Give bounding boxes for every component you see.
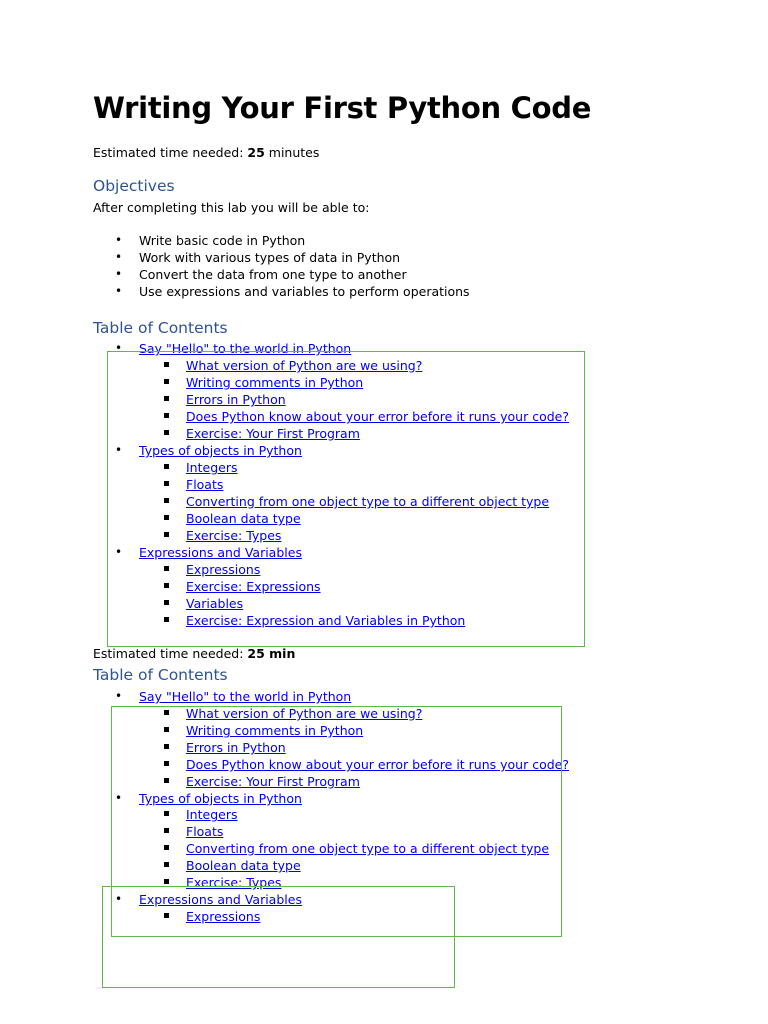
toc-link-section-expressions[interactable]: Expressions and Variables xyxy=(139,545,302,560)
objective-item: Convert the data from one type to another xyxy=(139,267,407,282)
bullet-dot: • xyxy=(115,267,123,281)
objective-item: Write basic code in Python xyxy=(139,233,306,248)
toc-link[interactable]: What version of Python are we using? xyxy=(186,706,423,721)
objectives-intro: After completing this lab you will be able to: xyxy=(93,200,370,215)
bullet-dot: • xyxy=(115,284,123,298)
toc-link[interactable]: Exercise: Expressions xyxy=(186,579,321,594)
toc-link[interactable]: Integers xyxy=(186,460,238,475)
toc-border-box xyxy=(107,351,585,647)
toc-link[interactable]: Exercise: Types xyxy=(186,528,282,543)
bullet-dot: • xyxy=(115,892,123,906)
toc-link[interactable]: Converting from one object type to a different object type xyxy=(186,494,550,509)
toc-link[interactable]: Expressions xyxy=(186,562,261,577)
toc-link[interactable]: Expressions xyxy=(186,909,261,924)
toc-link[interactable]: Exercise: Your First Program xyxy=(186,774,360,789)
objective-item: Work with various types of data in Python xyxy=(139,250,401,265)
bullet-dot: • xyxy=(115,233,123,247)
toc-link[interactable]: Errors in Python xyxy=(186,392,286,407)
toc-border-box xyxy=(102,886,455,988)
toc-heading: Table of Contents xyxy=(93,319,228,337)
bullet-dot: • xyxy=(115,791,123,805)
toc-link-section-types[interactable]: Types of objects in Python xyxy=(139,443,302,458)
toc-link[interactable]: Exercise: Your First Program xyxy=(186,426,360,441)
toc-link[interactable]: Writing comments in Python xyxy=(186,375,364,390)
bullet-dot: • xyxy=(115,545,123,559)
toc-link[interactable]: Boolean data type xyxy=(186,511,301,526)
bullet-dot: • xyxy=(115,250,123,264)
objectives-heading: Objectives xyxy=(93,177,175,195)
page-title: Writing Your First Python Code xyxy=(93,91,592,125)
toc-heading: Table of Contents xyxy=(93,666,228,684)
toc-link-section-hello[interactable]: Say "Hello" to the world in Python xyxy=(139,341,352,356)
toc-link[interactable]: Converting from one object type to a different object type xyxy=(186,841,550,856)
estimated-time: Estimated time needed: 25 minutes xyxy=(93,145,320,160)
toc-link-section-hello[interactable]: Say "Hello" to the world in Python xyxy=(139,689,352,704)
bullet-dot: • xyxy=(115,341,123,355)
toc-link[interactable]: Floats xyxy=(186,477,224,492)
toc-link[interactable]: Floats xyxy=(186,824,224,839)
toc-link[interactable]: Exercise: Types xyxy=(186,875,282,890)
objective-item: Use expressions and variables to perform operations xyxy=(139,284,470,299)
bullet-dot: • xyxy=(115,443,123,457)
toc-link[interactable]: Does Python know about your error before it runs your code? xyxy=(186,409,569,424)
toc-link-section-types[interactable]: Types of objects in Python xyxy=(139,791,302,806)
toc-link[interactable]: Exercise: Expression and Variables in Python xyxy=(186,613,466,628)
toc-link[interactable]: Errors in Python xyxy=(186,740,286,755)
estimated-time: Estimated time needed: 25 min xyxy=(93,646,296,661)
toc-link[interactable]: Does Python know about your error before it runs your code? xyxy=(186,757,569,772)
toc-link[interactable]: Variables xyxy=(186,596,244,611)
toc-link[interactable]: Integers xyxy=(186,807,238,822)
toc-link-section-expressions[interactable]: Expressions and Variables xyxy=(139,892,302,907)
toc-link[interactable]: Writing comments in Python xyxy=(186,723,364,738)
toc-link[interactable]: What version of Python are we using? xyxy=(186,358,423,373)
toc-link[interactable]: Boolean data type xyxy=(186,858,301,873)
bullet-dot: • xyxy=(115,689,123,703)
